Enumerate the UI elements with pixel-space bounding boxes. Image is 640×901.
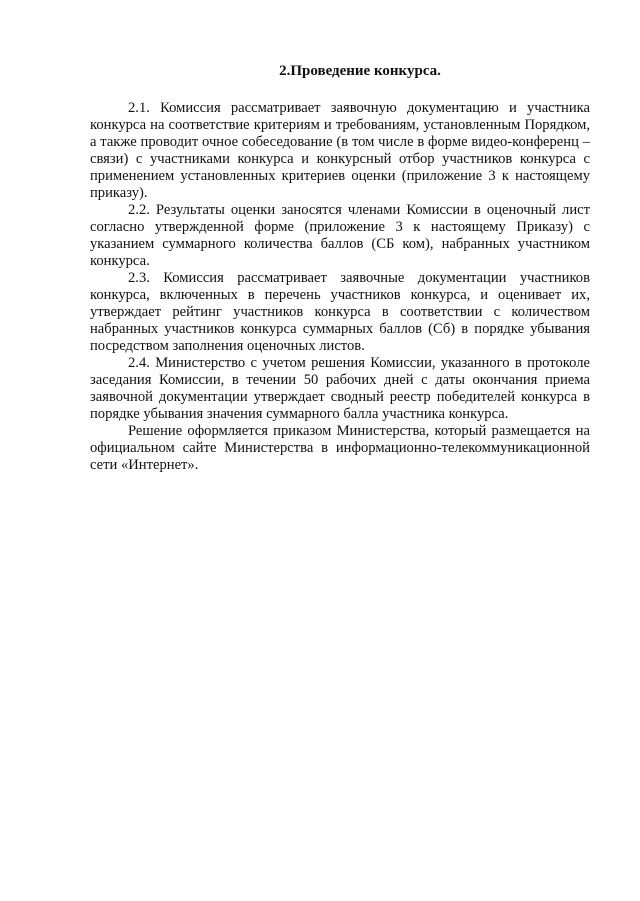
section-heading: 2.Проведение конкурса. bbox=[279, 63, 441, 79]
document-page bbox=[90, 62, 590, 474]
paragraph-2-3: 2.3. Комиссия рассматривает заявочные документации участников конкурса, включенных в перечень участников конкурса, и оценивает их, утверждает рейтинг участников конкурса в соответствии с количеством набранных участников конкурса суммарных баллов (Сб) в порядке убывания посредством заполнения оценочных листов. bbox=[90, 270, 590, 354]
paragraph-2-2: 2.2. Результаты оценки заносятся членами Комиссии в оценочный лист согласно утвержденной форме (приложение 3 к настоящему Приказу) с указанием суммарного количества баллов (СБ ком), набранных участником конкурса. bbox=[90, 202, 590, 269]
paragraph-2-4: 2.4. Министерство с учетом решения Комиссии, указанного в протоколе заседания Комиссии, в течении 50 рабочих дней с даты окончания приема заявочной документации утверждает сводный реестр победителей конкурса в порядке убывания значения суммарного балла участника конкурса. bbox=[90, 355, 590, 422]
paragraph-decision: Решение оформляется приказом Министерства, который размещается на официальном сайте Министерства в информационно-телекоммуникационной сети «Интернет». bbox=[90, 423, 590, 473]
paragraph-2-1: 2.1. Комиссия рассматривает заявочную документацию и участника конкурса на соответствие критериям и требованиям, установленным Порядком, а также проводит очное собеседование (в том числе в форме видео-конференц – связи) с участниками конкурса и конкурсный отбор участников конкурса с применением установленных критериев оценки (приложение 3 к настоящему приказу). bbox=[90, 100, 590, 201]
